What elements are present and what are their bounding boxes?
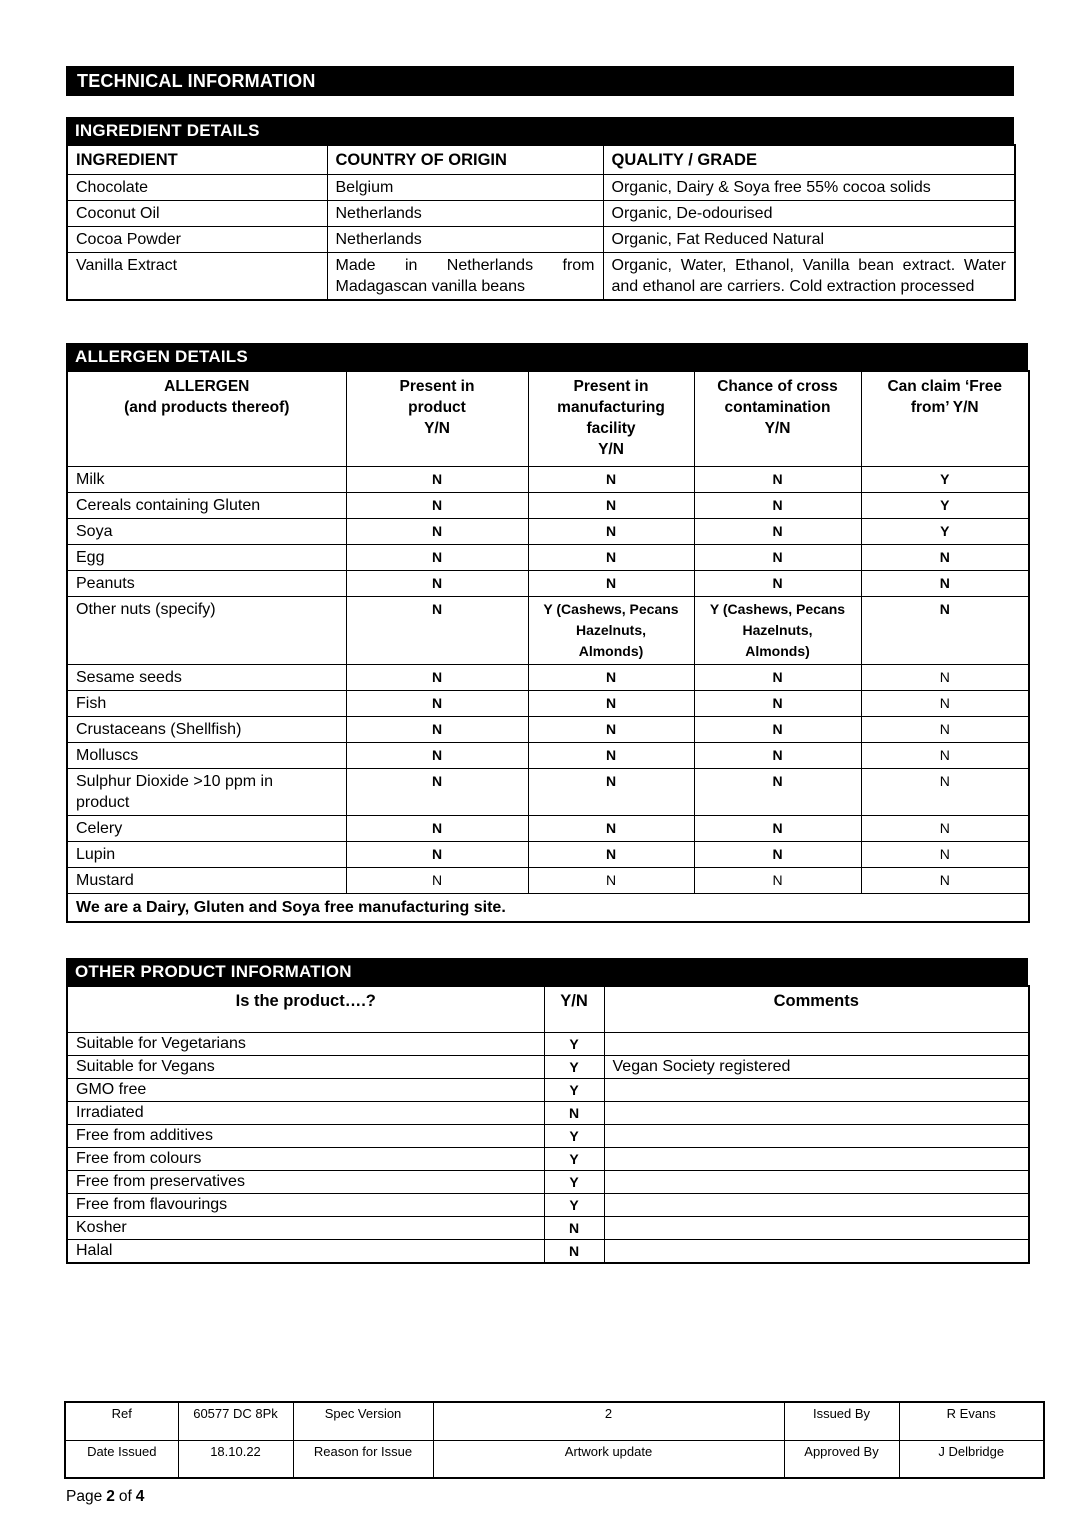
allergen-row <box>67 769 1029 816</box>
yn-cell: Y <box>544 1170 604 1193</box>
allergen-name-cell: Celery <box>67 816 346 842</box>
yn-cell: N <box>861 571 1029 597</box>
yn-cell: Y <box>544 1078 604 1101</box>
ingredient-name-cell: Cocoa Powder <box>67 227 327 253</box>
ingredient-row <box>67 175 1015 201</box>
yn-cell: N <box>528 743 694 769</box>
yn-cell: N <box>528 868 694 894</box>
question-cell: Free from additives <box>67 1124 544 1147</box>
yn-cell: N <box>346 842 528 868</box>
yn-cell: N <box>861 769 1029 816</box>
technical-information-header <box>66 66 1014 96</box>
allergen-row <box>67 467 1029 493</box>
question-cell: Free from preservatives <box>67 1170 544 1193</box>
yn-cell: N <box>694 467 861 493</box>
other-product-row <box>67 1170 1029 1193</box>
column-header: COUNTRY OF ORIGIN <box>327 145 603 175</box>
allergen-name-cell: Soya <box>67 519 346 545</box>
ingredient-details-section <box>66 117 1030 301</box>
yn-cell: N <box>861 597 1029 665</box>
question-cell: Suitable for Vegans <box>67 1055 544 1078</box>
footer-cell: Approved By <box>784 1440 899 1478</box>
allergen-name-cell: Mustard <box>67 868 346 894</box>
yn-cell: Y (Cashews, Pecans Hazelnuts, Almonds) <box>694 597 861 665</box>
yn-cell: N <box>694 717 861 743</box>
yn-cell: N <box>694 493 861 519</box>
other-product-header-row <box>67 986 1029 1032</box>
comment-cell <box>604 1239 1029 1263</box>
technical-information-title: TECHNICAL INFORMATION <box>77 71 316 91</box>
allergen-name-cell: Other nuts (specify) <box>67 597 346 665</box>
ingredient-details-table <box>66 144 1016 301</box>
yn-cell: N <box>346 597 528 665</box>
allergen-details-title: ALLERGEN DETAILS <box>75 347 248 366</box>
document-control-table <box>64 1401 1045 1479</box>
column-header: Is the product….? <box>67 986 544 1032</box>
yn-cell: N <box>861 665 1029 691</box>
yn-cell: N <box>694 868 861 894</box>
yn-cell: N <box>528 691 694 717</box>
comment-cell <box>604 1124 1029 1147</box>
yn-cell: N <box>346 545 528 571</box>
yn-cell: Y <box>544 1055 604 1078</box>
other-product-row <box>67 1216 1029 1239</box>
yn-cell: N <box>861 717 1029 743</box>
footer-cell: R Evans <box>899 1402 1044 1440</box>
comment-cell <box>604 1101 1029 1124</box>
other-product-row <box>67 1101 1029 1124</box>
other-product-information-header <box>66 958 1028 985</box>
yn-cell: N <box>544 1216 604 1239</box>
yn-cell: N <box>861 816 1029 842</box>
allergen-row <box>67 717 1029 743</box>
yn-cell: N <box>346 519 528 545</box>
yn-cell: N <box>694 816 861 842</box>
yn-cell: Y <box>861 493 1029 519</box>
yn-cell: N <box>861 868 1029 894</box>
page-label-of: of <box>118 1488 132 1505</box>
footer-cell: 60577 DC 8Pk <box>178 1402 293 1440</box>
comment-cell <box>604 1193 1029 1216</box>
quality-cell: Organic, De-odourised <box>603 201 1015 227</box>
column-header: Y/N <box>544 986 604 1032</box>
yn-cell: N <box>861 842 1029 868</box>
yn-cell: Y <box>544 1124 604 1147</box>
allergen-row <box>67 571 1029 597</box>
yn-cell: N <box>694 743 861 769</box>
question-cell: Irradiated <box>67 1101 544 1124</box>
yn-cell: N <box>528 571 694 597</box>
footer-cell: Issued By <box>784 1402 899 1440</box>
yn-cell: N <box>861 545 1029 571</box>
other-product-row <box>67 1147 1029 1170</box>
allergen-row <box>67 743 1029 769</box>
column-header: Present in manufacturing facility Y/N <box>528 371 694 467</box>
yn-cell: Y <box>544 1193 604 1216</box>
question-cell: Kosher <box>67 1216 544 1239</box>
allergen-name-cell: Fish <box>67 691 346 717</box>
allergen-details-header <box>66 343 1028 370</box>
column-header: Comments <box>604 986 1029 1032</box>
column-header: INGREDIENT <box>67 145 327 175</box>
allergen-row <box>67 842 1029 868</box>
yn-cell: N <box>346 665 528 691</box>
yn-cell: N <box>528 493 694 519</box>
footer-cell: 18.10.22 <box>178 1440 293 1478</box>
allergen-row <box>67 868 1029 894</box>
yn-cell: N <box>694 691 861 717</box>
yn-cell: N <box>528 842 694 868</box>
page-number <box>64 1488 1045 1506</box>
allergen-name-cell: Sulphur Dioxide >10 ppm in product <box>67 769 346 816</box>
allergen-name-cell: Crustaceans (Shellfish) <box>67 717 346 743</box>
allergen-name-cell: Milk <box>67 467 346 493</box>
ingredient-name-cell: Vanilla Extract <box>67 253 327 301</box>
allergen-name-cell: Sesame seeds <box>67 665 346 691</box>
allergen-row <box>67 545 1029 571</box>
question-cell: Free from flavourings <box>67 1193 544 1216</box>
allergen-details-section <box>66 343 1030 923</box>
question-cell: Halal <box>67 1239 544 1263</box>
page-number-value: 2 <box>106 1488 115 1505</box>
column-header: Can claim ‘Free from’ Y/N <box>861 371 1029 467</box>
page-label-prefix: Page <box>66 1488 103 1505</box>
yn-cell: N <box>694 665 861 691</box>
comment-cell <box>604 1216 1029 1239</box>
yn-cell: N <box>346 691 528 717</box>
allergen-name-cell: Egg <box>67 545 346 571</box>
yn-cell: N <box>544 1239 604 1263</box>
question-cell: Suitable for Vegetarians <box>67 1032 544 1055</box>
footer-cell: Ref <box>65 1402 178 1440</box>
allergen-name-cell: Molluscs <box>67 743 346 769</box>
column-header: QUALITY / GRADE <box>603 145 1015 175</box>
origin-cell: Netherlands <box>327 201 603 227</box>
yn-cell: N <box>346 571 528 597</box>
yn-cell: Y <box>861 519 1029 545</box>
manufacturing-site-note-row <box>67 894 1029 923</box>
ingredient-name-cell: Coconut Oil <box>67 201 327 227</box>
allergen-row <box>67 665 1029 691</box>
ingredient-row <box>67 253 1015 301</box>
yn-cell: N <box>346 493 528 519</box>
footer-cell: Artwork update <box>433 1440 784 1478</box>
footer-row <box>65 1402 1044 1440</box>
ingredient-details-header <box>66 117 1014 144</box>
footer-cell: J Delbridge <box>899 1440 1044 1478</box>
other-product-information-section <box>66 958 1030 1264</box>
ingredient-row <box>67 227 1015 253</box>
yn-cell: N <box>861 691 1029 717</box>
ingredient-header-row <box>67 145 1015 175</box>
yn-cell: N <box>346 769 528 816</box>
allergen-header-row <box>67 371 1029 467</box>
footer-cell: 2 <box>433 1402 784 1440</box>
allergen-details-table <box>66 370 1030 923</box>
allergen-name-cell: Lupin <box>67 842 346 868</box>
question-cell: Free from colours <box>67 1147 544 1170</box>
yn-cell: N <box>694 571 861 597</box>
yn-cell: N <box>861 743 1029 769</box>
footer-cell: Date Issued <box>65 1440 178 1478</box>
quality-cell: Organic, Dairy & Soya free 55% cocoa solids <box>603 175 1015 201</box>
yn-cell: N <box>528 769 694 816</box>
document-footer <box>64 1401 1045 1506</box>
other-product-row <box>67 1239 1029 1263</box>
comment-cell <box>604 1170 1029 1193</box>
allergen-row <box>67 493 1029 519</box>
column-header: Chance of cross contamination Y/N <box>694 371 861 467</box>
yn-cell: Y <box>861 467 1029 493</box>
quality-cell: Organic, Fat Reduced Natural <box>603 227 1015 253</box>
allergen-row <box>67 816 1029 842</box>
yn-cell: N <box>528 519 694 545</box>
other-product-row <box>67 1193 1029 1216</box>
comment-cell <box>604 1147 1029 1170</box>
allergen-row <box>67 519 1029 545</box>
origin-cell: Netherlands <box>327 227 603 253</box>
yn-cell: N <box>694 842 861 868</box>
ingredient-details-title: INGREDIENT DETAILS <box>75 121 260 140</box>
allergen-name-cell: Cereals containing Gluten <box>67 493 346 519</box>
other-product-row <box>67 1078 1029 1101</box>
footer-cell: Spec Version <box>293 1402 433 1440</box>
other-product-row <box>67 1032 1029 1055</box>
yn-cell: Y <box>544 1032 604 1055</box>
column-header: Present in product Y/N <box>346 371 528 467</box>
other-product-row <box>67 1055 1029 1078</box>
document-page <box>66 66 1030 1264</box>
comment-cell: Vegan Society registered <box>604 1055 1029 1078</box>
ingredient-row <box>67 201 1015 227</box>
yn-cell: N <box>544 1101 604 1124</box>
yn-cell: N <box>694 769 861 816</box>
yn-cell: N <box>346 743 528 769</box>
question-cell: GMO free <box>67 1078 544 1101</box>
yn-cell: N <box>528 717 694 743</box>
footer-row <box>65 1440 1044 1478</box>
other-product-row <box>67 1124 1029 1147</box>
comment-cell <box>604 1032 1029 1055</box>
yn-cell: N <box>346 717 528 743</box>
allergen-row <box>67 691 1029 717</box>
other-product-information-table <box>66 985 1030 1264</box>
yn-cell: N <box>528 467 694 493</box>
allergen-name-cell: Peanuts <box>67 571 346 597</box>
origin-cell: Belgium <box>327 175 603 201</box>
other-product-information-title: OTHER PRODUCT INFORMATION <box>75 962 352 981</box>
yn-cell: N <box>346 816 528 842</box>
origin-cell: Made in Netherlands from Madagascan vanilla beans <box>327 253 603 301</box>
ingredient-name-cell: Chocolate <box>67 175 327 201</box>
quality-cell: Organic, Water, Ethanol, Vanilla bean extract. Water and ethanol are carriers. Cold extraction processed <box>603 253 1015 301</box>
yn-cell: N <box>694 545 861 571</box>
column-header: ALLERGEN (and products thereof) <box>67 371 346 467</box>
yn-cell: N <box>528 816 694 842</box>
manufacturing-site-note: We are a Dairy, Gluten and Soya free manufacturing site. <box>67 894 1029 923</box>
footer-cell: Reason for Issue <box>293 1440 433 1478</box>
yn-cell: N <box>528 545 694 571</box>
yn-cell: Y <box>544 1147 604 1170</box>
yn-cell: N <box>694 519 861 545</box>
yn-cell: N <box>346 868 528 894</box>
allergen-row <box>67 597 1029 665</box>
yn-cell: Y (Cashews, Pecans Hazelnuts, Almonds) <box>528 597 694 665</box>
yn-cell: N <box>346 467 528 493</box>
comment-cell <box>604 1078 1029 1101</box>
yn-cell: N <box>528 665 694 691</box>
page-total-value: 4 <box>135 1488 145 1505</box>
